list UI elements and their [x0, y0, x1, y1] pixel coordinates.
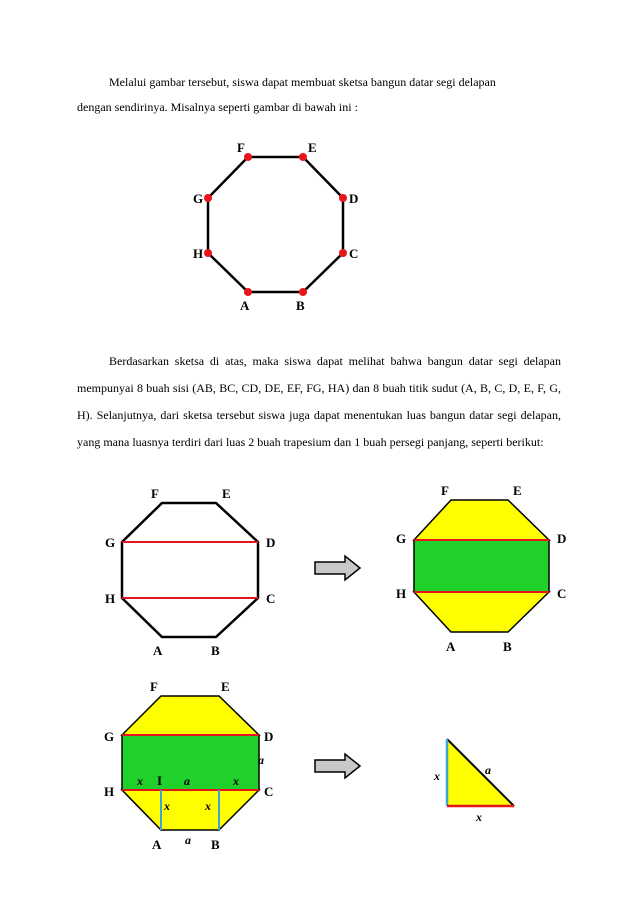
mark-x-vertical: x [434, 769, 440, 783]
octagon-measured [104, 679, 273, 852]
label-a: A [240, 298, 250, 313]
label-f: F [150, 679, 158, 694]
label-b: B [296, 298, 305, 313]
intro-line-1: Melalui gambar tersebut, siswa dapat membuat sketsa bangun datar segi delapan [109, 75, 496, 89]
mark-x-base: x [476, 810, 482, 824]
label-b: B [211, 837, 220, 852]
right-triangle [433, 739, 514, 824]
label-d: D [266, 535, 276, 550]
arrow-right-icon [315, 556, 360, 580]
vertex-point-d [339, 194, 347, 202]
label-d: D [264, 729, 274, 744]
label-h: H [105, 591, 116, 606]
middle-rectangle [414, 540, 549, 592]
label-c: C [266, 591, 276, 606]
label-e: E [513, 483, 522, 498]
label-f: F [237, 140, 245, 155]
label-d: D [349, 191, 359, 206]
label-e: E [222, 486, 231, 501]
octagon-divided-outline [122, 503, 258, 637]
mark-x-left: x [137, 774, 143, 788]
label-g: G [193, 191, 204, 206]
octagon-colored [396, 483, 566, 654]
octagon-outline [208, 157, 343, 292]
vertex-point-a [244, 288, 252, 296]
vertex-point-e [299, 153, 307, 161]
label-e: E [221, 679, 230, 694]
vertex-point-b [299, 288, 307, 296]
label-d: D [557, 531, 567, 546]
mark-x-height-right: x [205, 799, 211, 813]
label-c: C [349, 246, 359, 261]
label-g: G [105, 535, 116, 550]
mark-a-top: a [184, 774, 190, 788]
label-a: A [153, 643, 163, 658]
label-a: A [446, 639, 456, 654]
label-g: G [104, 729, 115, 744]
bottom-trapezoid [122, 790, 259, 830]
label-b: B [503, 639, 512, 654]
vertex-point-h [204, 249, 212, 257]
top-trapezoid [414, 500, 549, 540]
label-a: A [152, 837, 162, 852]
top-trapezoid [122, 696, 259, 735]
mark-x-right: x [233, 774, 239, 788]
vertex-point-c [339, 249, 347, 257]
label-h: H [396, 586, 407, 601]
label-f: F [151, 486, 159, 501]
label-c: C [264, 784, 274, 799]
arrow-right-icon [315, 754, 360, 778]
octagon-sketch [193, 140, 358, 313]
mark-a-bottom: a [185, 833, 191, 847]
mark-a-side: a [258, 753, 264, 767]
octagon-divided [105, 486, 275, 658]
label-h: H [193, 246, 204, 261]
mark-x-height-left: x [164, 799, 170, 813]
explanation-paragraph: Berdasarkan sketsa di atas, maka siswa dapat melihat bahwa bangun datar segi delapan mempunyai 8 buah sisi (AB, BC, CD, DE, EF, FG, HA) dan 8 buah titik sudut (A, B, C, D, E, F, G, H). Selanjutnya, dari sketsa tersebut siswa juga dapat menentukan luas bangun datar segi delapan, yang mana luasnya terdiri dari luas 2 buah trapesium dan 1 buah persegi panjang, seperti berikut: [77, 354, 561, 449]
vertex-point-f [244, 153, 252, 161]
label-h: H [104, 784, 115, 799]
vertex-point-g [204, 194, 212, 202]
bottom-trapezoid [414, 592, 549, 632]
mark-a-hypotenuse: a [485, 763, 491, 777]
label-e: E [308, 140, 317, 155]
mark-i: I [157, 773, 163, 788]
label-g: G [396, 531, 407, 546]
label-f: F [441, 483, 449, 498]
label-c: C [557, 586, 567, 601]
intro-line-2: dengan sendirinya. Misalnya seperti gambar di bawah ini : [77, 100, 358, 114]
label-b: B [211, 643, 220, 658]
